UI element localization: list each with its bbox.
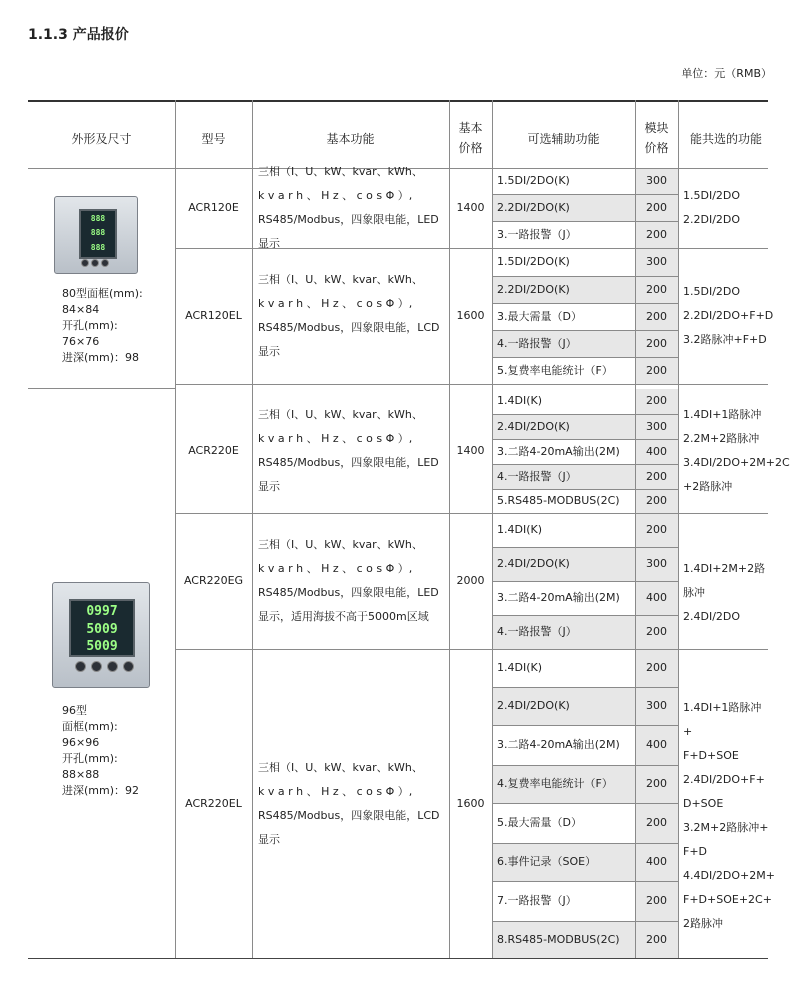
table-top-rule [28,100,768,102]
header-combinable: 能共选的功能 [690,132,763,146]
module-price: 200 [646,816,667,829]
meter-80-image: 888 888 888 [54,196,138,274]
module-name: 2.2DI/2DO(K) [497,200,570,214]
combinable-line: +2路脉冲 [683,479,733,493]
module-name: 4.复费率电能统计（F） [497,777,613,790]
module-price: 300 [646,419,667,433]
description-line: k v a r h 、 H z 、 c o s Φ ）, [258,562,413,575]
module-price: 200 [646,227,667,241]
module-name: 7.一路报警（J） [497,894,577,907]
size-96-text: 96型 面框(mm): 96×96 开孔(mm): 88×88 进深(mm)：92 [62,704,140,797]
module-name: 2.4DI/2DO(K) [497,699,570,712]
description-line: RS485/Modbus，四象限电能，LCD [258,809,440,822]
combinable-line: 3.2路脉冲+F+D [683,333,767,346]
combinable-line: 1.4DI+2M+2路脉冲 [683,562,766,599]
product-model: ACR220EG [183,574,244,587]
module-name: 2.4DI/2DO(K) [497,557,570,570]
module-price: 400 [646,738,667,751]
module-name: 4.一路报警（J） [497,625,577,638]
base-price: 1400 [456,201,485,214]
header-module-price-2: 价格 [644,141,669,155]
product-description [258,160,446,256]
product-model: ACR120EL [185,309,242,322]
module-name: 5.复费率电能统计（F） [497,363,613,377]
product-model: ACR120E [188,201,239,214]
description-line: k v a r h 、 H z 、 c o s Φ ）, [258,431,413,445]
module-price: 300 [646,699,667,712]
product-description [258,403,446,499]
module-name: 3.二路4-20mA输出(2M) [497,591,620,604]
description-line: 显示，适用海拔不高于5000m区域 [258,610,429,623]
base-price: 2000 [456,574,485,587]
module-name: 1.4DI(K) [497,523,543,536]
description-line: RS485/Modbus，四象限电能，LED [258,213,439,226]
module-name: 4.一路报警（J） [497,469,577,483]
combinable-line: 2路脉冲 [683,917,723,930]
section-title: 1.1.3 产品报价 [28,27,129,43]
combinable-line: D+SOE [683,797,724,810]
unit-label: 单位：元（RMB） [681,67,772,80]
header-optional-function: 可选辅助功能 [527,132,600,146]
product-description [258,268,446,364]
description-line: RS485/Modbus，四象限电能，LED [258,586,439,599]
module-price: 400 [646,855,667,868]
header-model: 型号 [201,132,226,146]
module-price: 200 [646,394,667,407]
module-price: 200 [646,494,667,507]
module-name: 5.最大需量（D） [497,816,582,829]
module-price: 200 [646,894,667,907]
module-name: 6.事件记录（SOE） [497,855,597,868]
combinable-functions [683,184,769,232]
size-80-text: 80型面框(mm): 84×84 开孔(mm): 76×76 进深(mm)：98 [62,287,143,364]
module-price: 200 [646,363,667,377]
module-price: 200 [646,336,667,350]
header-base-price-1: 基本 [458,121,483,135]
module-name: 1.5DI/2DO(K) [497,174,570,187]
product-description [258,533,446,629]
module-name: 2.2DI/2DO(K) [497,282,570,296]
combinable-functions [683,557,769,629]
description-line: k v a r h 、 H z 、 c o s Φ ）, [258,297,413,310]
module-price: 200 [646,200,667,214]
combinable-line: 4.4DI/2DO+2M+ [683,869,775,882]
description-line: 三相（I、U、kW、kvar、kWh、 [258,273,423,286]
combinable-line: 2.4DI/2DO [683,610,741,623]
module-name: 3.二路4-20mA输出(2M) [497,738,620,751]
module-name: 1.4DI(K) [497,661,543,674]
module-price: 200 [646,282,667,296]
description-line: 三相（I、U、kW、kvar、kWh、 [258,407,423,421]
combinable-line: F+D [683,845,708,858]
module-price: 200 [646,777,667,790]
description-line: 三相（I、U、kW、kvar、kWh、 [258,761,423,774]
header-basic-function: 基本功能 [326,132,375,146]
combinable-line: 2.2DI/2DO [683,213,741,226]
description-line: 显示 [258,479,280,493]
module-name: 1.4DI(K) [497,394,543,407]
module-price: 200 [646,309,667,323]
module-price: 200 [646,469,667,483]
module-price: 300 [646,557,667,570]
product-description [258,756,446,852]
description-line: 显示 [258,237,280,250]
header-module-price-1: 模块 [644,121,669,135]
base-price: 1600 [456,797,485,810]
description-line: 显示 [258,345,280,358]
module-price: 300 [646,255,667,268]
combinable-functions [683,403,790,499]
description-line: RS485/Modbus，四象限电能，LCD [258,321,440,334]
module-price: 200 [646,661,667,674]
module-price: 200 [646,523,667,536]
combinable-line: 2.2DI/2DO+F+D [683,309,774,322]
combinable-line: 1.4DI+1路脉冲 [683,407,762,421]
combinable-line: F+D+SOE+2C+ [683,893,772,906]
module-name: 3.一路报警（J） [497,227,577,241]
base-price: 1400 [456,443,485,457]
module-name: 4.一路报警（J） [497,336,577,350]
description-line: 三相（I、U、kW、kvar、kWh、 [258,538,423,551]
module-name: 1.5DI/2DO(K) [497,255,570,268]
table-bottom-rule [28,958,768,959]
combinable-line: 1.5DI/2DO [683,189,741,202]
header-shape-size: 外形及尺寸 [71,132,132,146]
product-model: ACR220E [188,443,239,457]
module-name: 8.RS485-MODBUS(2C) [497,933,620,946]
module-name: 3.最大需量（D） [497,309,582,323]
description-line: RS485/Modbus，四象限电能，LED [258,455,439,469]
module-name: 3.二路4-20mA输出(2M) [497,444,620,458]
base-price: 1600 [456,309,485,322]
module-price: 200 [646,933,667,946]
module-price: 200 [646,625,667,638]
combinable-line: 1.5DI/2DO [683,285,741,298]
combinable-line: 3.2M+2路脉冲+ [683,821,769,834]
module-price: 300 [646,174,667,187]
module-name: 5.RS485-MODBUS(2C) [497,494,620,507]
combinable-functions [683,696,775,936]
description-line: k v a r h 、 H z 、 c o s Φ ）, [258,189,413,202]
description-line: 三相（I、U、kW、kvar、kWh、 [258,165,423,178]
module-price: 400 [646,444,667,458]
module-name: 2.4DI/2DO(K) [497,419,570,433]
combinable-line: F+D+SOE [683,749,739,762]
combinable-line: 1.4DI+1路脉冲+ [683,701,762,738]
combinable-line: 2.2M+2路脉冲 [683,431,760,445]
combinable-line: 3.4DI/2DO+2M+2C [683,455,790,469]
module-price: 400 [646,591,667,604]
description-line: k v a r h 、 H z 、 c o s Φ ）, [258,785,413,798]
description-line: 显示 [258,833,280,846]
combinable-line: 2.4DI/2DO+F+ [683,773,765,786]
combinable-functions [683,280,774,352]
header-base-price-2: 价格 [458,141,483,155]
meter-96-image: 0997 5009 5009 [52,582,150,688]
product-model: ACR220EL [185,797,242,810]
